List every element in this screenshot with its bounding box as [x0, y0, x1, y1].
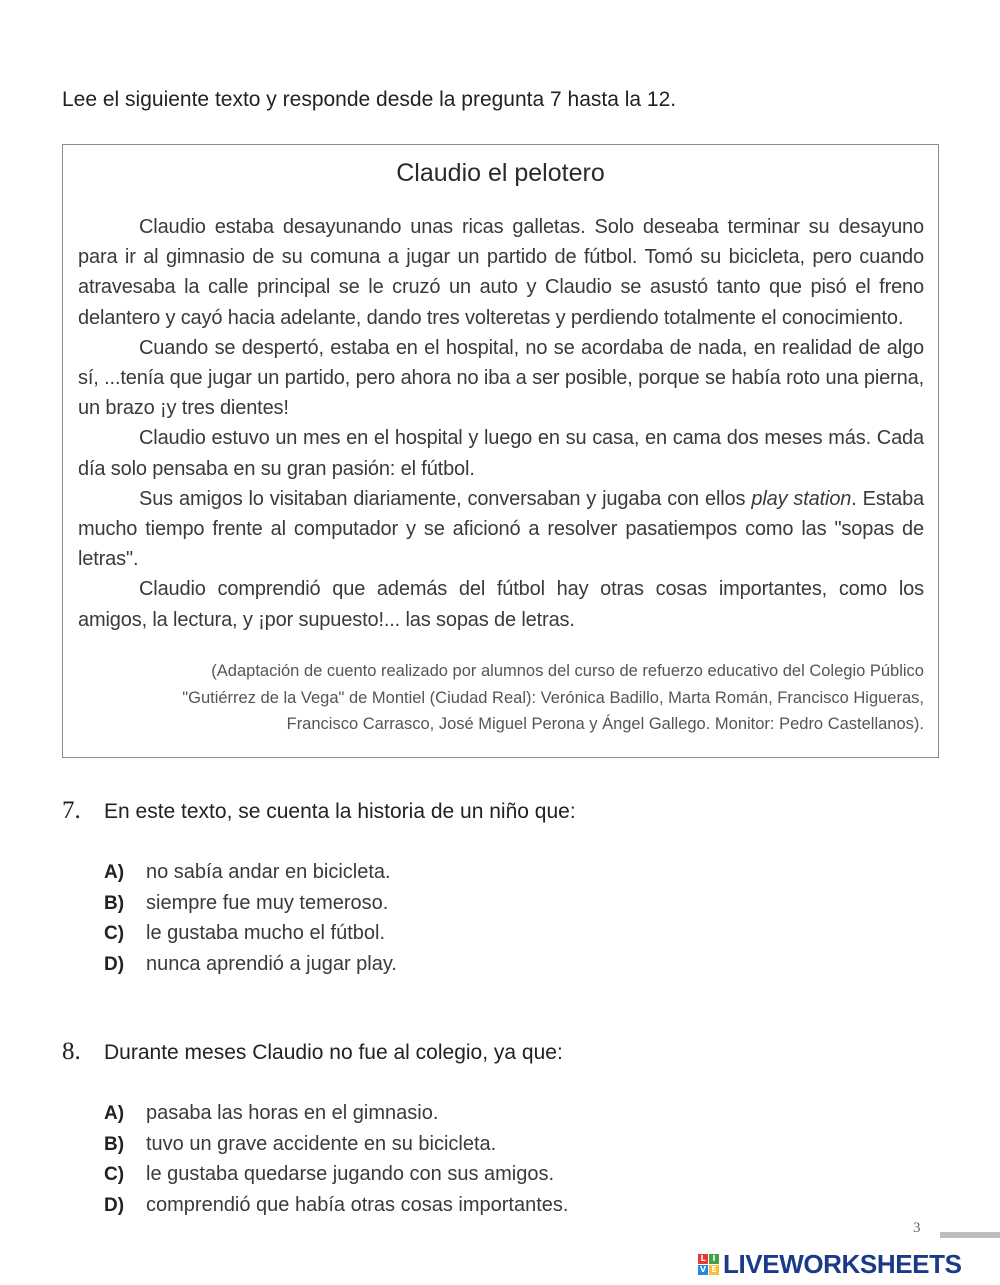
- question-8-options: [104, 1098, 568, 1220]
- story-paragraph: Claudio estaba desayunando unas ricas galletas. Solo deseaba terminar su desayuno para ir al gimnasio de su comuna a jugar un partido de fútbol. Tomó su bicicleta, pero cuando atravesaba la calle principal se le cruzó un auto y Claudio se asustó tanto que pisó el freno delantero y cayó hacia adelante, dando tres volteretas y perdiendo totalmente el conocimiento.: [78, 216, 924, 329]
- option-letter: D): [104, 1194, 125, 1216]
- option-letter: C): [104, 1164, 125, 1185]
- answer-option[interactable]: [104, 1129, 568, 1160]
- logo-tile: L: [698, 1254, 708, 1264]
- option-text: no sabía andar en bicicleta.: [146, 861, 391, 883]
- answer-option[interactable]: [104, 888, 397, 919]
- option-letter: A): [104, 1103, 125, 1124]
- option-text: le gustaba mucho el fútbol.: [146, 922, 386, 944]
- story-paragraph: [78, 484, 924, 575]
- page-divider-bar: [940, 1232, 1000, 1238]
- instruction-text: Lee el siguiente texto y responde desde la pregunta 7 hasta la 12.: [62, 88, 677, 111]
- story-body: [78, 212, 924, 635]
- question-8: [62, 1038, 563, 1066]
- story-paragraph: Cuando se despertó, estaba en el hospital, no se acordaba de nada, en realidad de algo sí, ...tenía que jugar un partido, pero ahora no iba a ser posible, porque se había roto una pierna, un brazo ¡y tres dientes!: [78, 336, 924, 420]
- brand-logo[interactable]: [698, 1249, 962, 1279]
- option-text: pasaba las horas en el gimnasio.: [146, 1102, 439, 1124]
- question-7-options: [104, 857, 397, 979]
- brand-name: LIVEWORKSHEETS: [723, 1248, 962, 1279]
- option-text: nunca aprendió a jugar play.: [146, 952, 397, 975]
- option-letter: B): [104, 1133, 125, 1155]
- story-box: [62, 144, 939, 758]
- answer-option[interactable]: [104, 857, 397, 888]
- question-number: 8.: [62, 1038, 81, 1065]
- page-number: 3: [913, 1220, 921, 1236]
- option-letter: C): [104, 923, 125, 944]
- logo-tile: E: [709, 1265, 719, 1275]
- question-text: En este texto, se cuenta la historia de un niño que:: [104, 800, 576, 823]
- option-text: le gustaba quedarse jugando con sus amigos.: [146, 1163, 555, 1185]
- logo-tile: V: [699, 1264, 707, 1274]
- option-text: comprendió que había otras cosas importantes.: [146, 1193, 569, 1216]
- option-letter: A): [104, 862, 125, 883]
- story-credit: [123, 658, 924, 738]
- question-7: [62, 797, 576, 825]
- question-number: 7.: [62, 797, 81, 824]
- option-text: siempre fue muy temeroso.: [146, 891, 389, 914]
- option-letter: B): [104, 892, 125, 914]
- story-text: Sus amigos lo visitaban diariamente, conversaban y jugaba con ellos: [139, 487, 752, 510]
- story-italic-text: play station: [751, 487, 852, 510]
- credit-line: (Adaptación de cuento realizado por alumnos del curso de refuerzo educativo del Colegio Público: [211, 662, 924, 680]
- story-paragraph: Claudio estuvo un mes en el hospital y luego en su casa, en cama dos meses más. Cada día solo pensaba en su gran pasión: el fútbol.: [78, 427, 924, 480]
- story-title: Claudio el pelotero: [396, 159, 605, 187]
- credit-line: "Gutiérrez de la Vega" de Montiel (Ciudad Real): Verónica Badillo, Marta Román, Francisco Higueras,: [182, 688, 924, 707]
- question-text: Durante meses Claudio no fue al colegio, ya que:: [104, 1041, 563, 1064]
- answer-option[interactable]: [104, 918, 397, 949]
- option-text: tuvo un grave accidente en su bicicleta.: [146, 1132, 497, 1155]
- answer-option[interactable]: [104, 1159, 568, 1190]
- option-letter: D): [104, 953, 125, 975]
- answer-option[interactable]: [104, 1098, 568, 1129]
- answer-option[interactable]: [104, 949, 397, 980]
- liveworksheets-icon: [698, 1254, 719, 1275]
- story-text: . Estaba mucho tiempo frente al computador y se aficionó a resolver pasatiempos como las "sopas de letras".: [78, 487, 925, 571]
- credit-line: Francisco Carrasco, José Miguel Perona y Ángel Gallego. Monitor: Pedro Castellanos).: [286, 715, 924, 733]
- logo-tile: I: [709, 1254, 719, 1264]
- answer-option[interactable]: [104, 1190, 568, 1221]
- story-paragraph: Claudio comprendió que además del fútbol hay otras cosas importantes, como los amigos, la lectura, y ¡por supuesto!... las sopas de letras.: [78, 578, 924, 631]
